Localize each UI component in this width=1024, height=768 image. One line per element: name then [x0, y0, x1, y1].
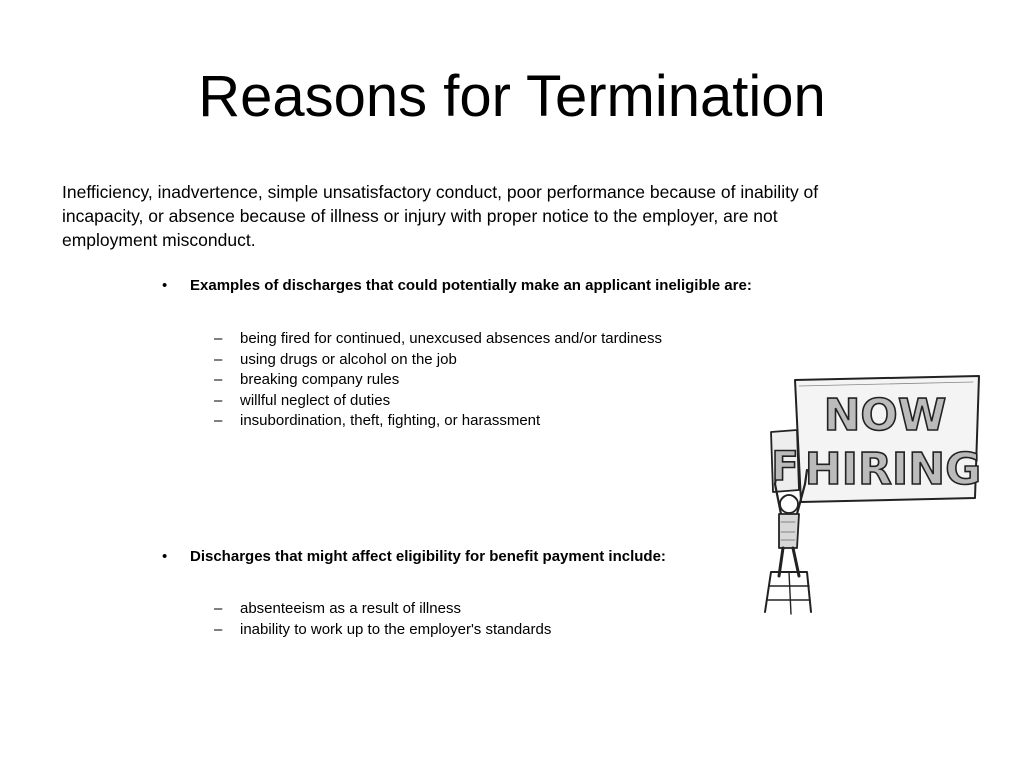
list-item-text: being fired for continued, unexcused absences and/or tardiness	[240, 330, 662, 347]
intro-paragraph: Inefficiency, inadvertence, simple unsatisfactory conduct, poor performance because of inability of incapacity, or absence because of illness or injury with proper notice to the employer, are not employment misconduct.	[62, 182, 819, 250]
sign-text-now: NOW	[823, 390, 947, 441]
dash-marker: –	[214, 620, 223, 638]
list-item-text: inability to work up to the employer's standards	[240, 620, 552, 638]
slide-title: Reasons for Termination	[198, 64, 826, 129]
dash-marker: –	[214, 371, 223, 388]
benefit-sublist	[214, 599, 551, 640]
dash-marker: –	[214, 412, 223, 429]
list-item	[214, 391, 662, 412]
man-torso	[779, 514, 799, 548]
list-item-text: breaking company rules	[240, 371, 400, 388]
dash-marker: –	[214, 330, 223, 347]
list-item	[214, 370, 662, 391]
list-item-text: using drugs or alcohol on the job	[240, 350, 457, 368]
list-item	[214, 620, 551, 641]
list-item	[214, 599, 551, 620]
bullet-marker: •	[162, 277, 168, 294]
now-hiring-illustration	[745, 372, 985, 620]
list-item	[214, 350, 662, 371]
list-item	[214, 329, 662, 350]
ladder	[765, 572, 811, 612]
dash-marker: –	[214, 391, 223, 409]
bullet-text: Examples of discharges that could potentially make an applicant ineligible are:	[190, 277, 752, 294]
held-letter: F	[771, 444, 799, 490]
ineligible-sublist	[214, 329, 662, 432]
list-item-text: absenteeism as a result of illness	[240, 600, 461, 617]
dash-marker: –	[214, 350, 223, 368]
list-item-text: willful neglect of duties	[240, 391, 391, 409]
dash-marker: –	[214, 600, 223, 617]
bullet-text: Discharges that might affect eligibility for benefit payment include:	[190, 548, 666, 565]
list-item-text: insubordination, theft, fighting, or harassment	[240, 412, 541, 429]
bullet-marker: •	[162, 548, 168, 565]
list-item	[214, 411, 662, 432]
sign-text-hiring: HIRING	[804, 444, 982, 495]
